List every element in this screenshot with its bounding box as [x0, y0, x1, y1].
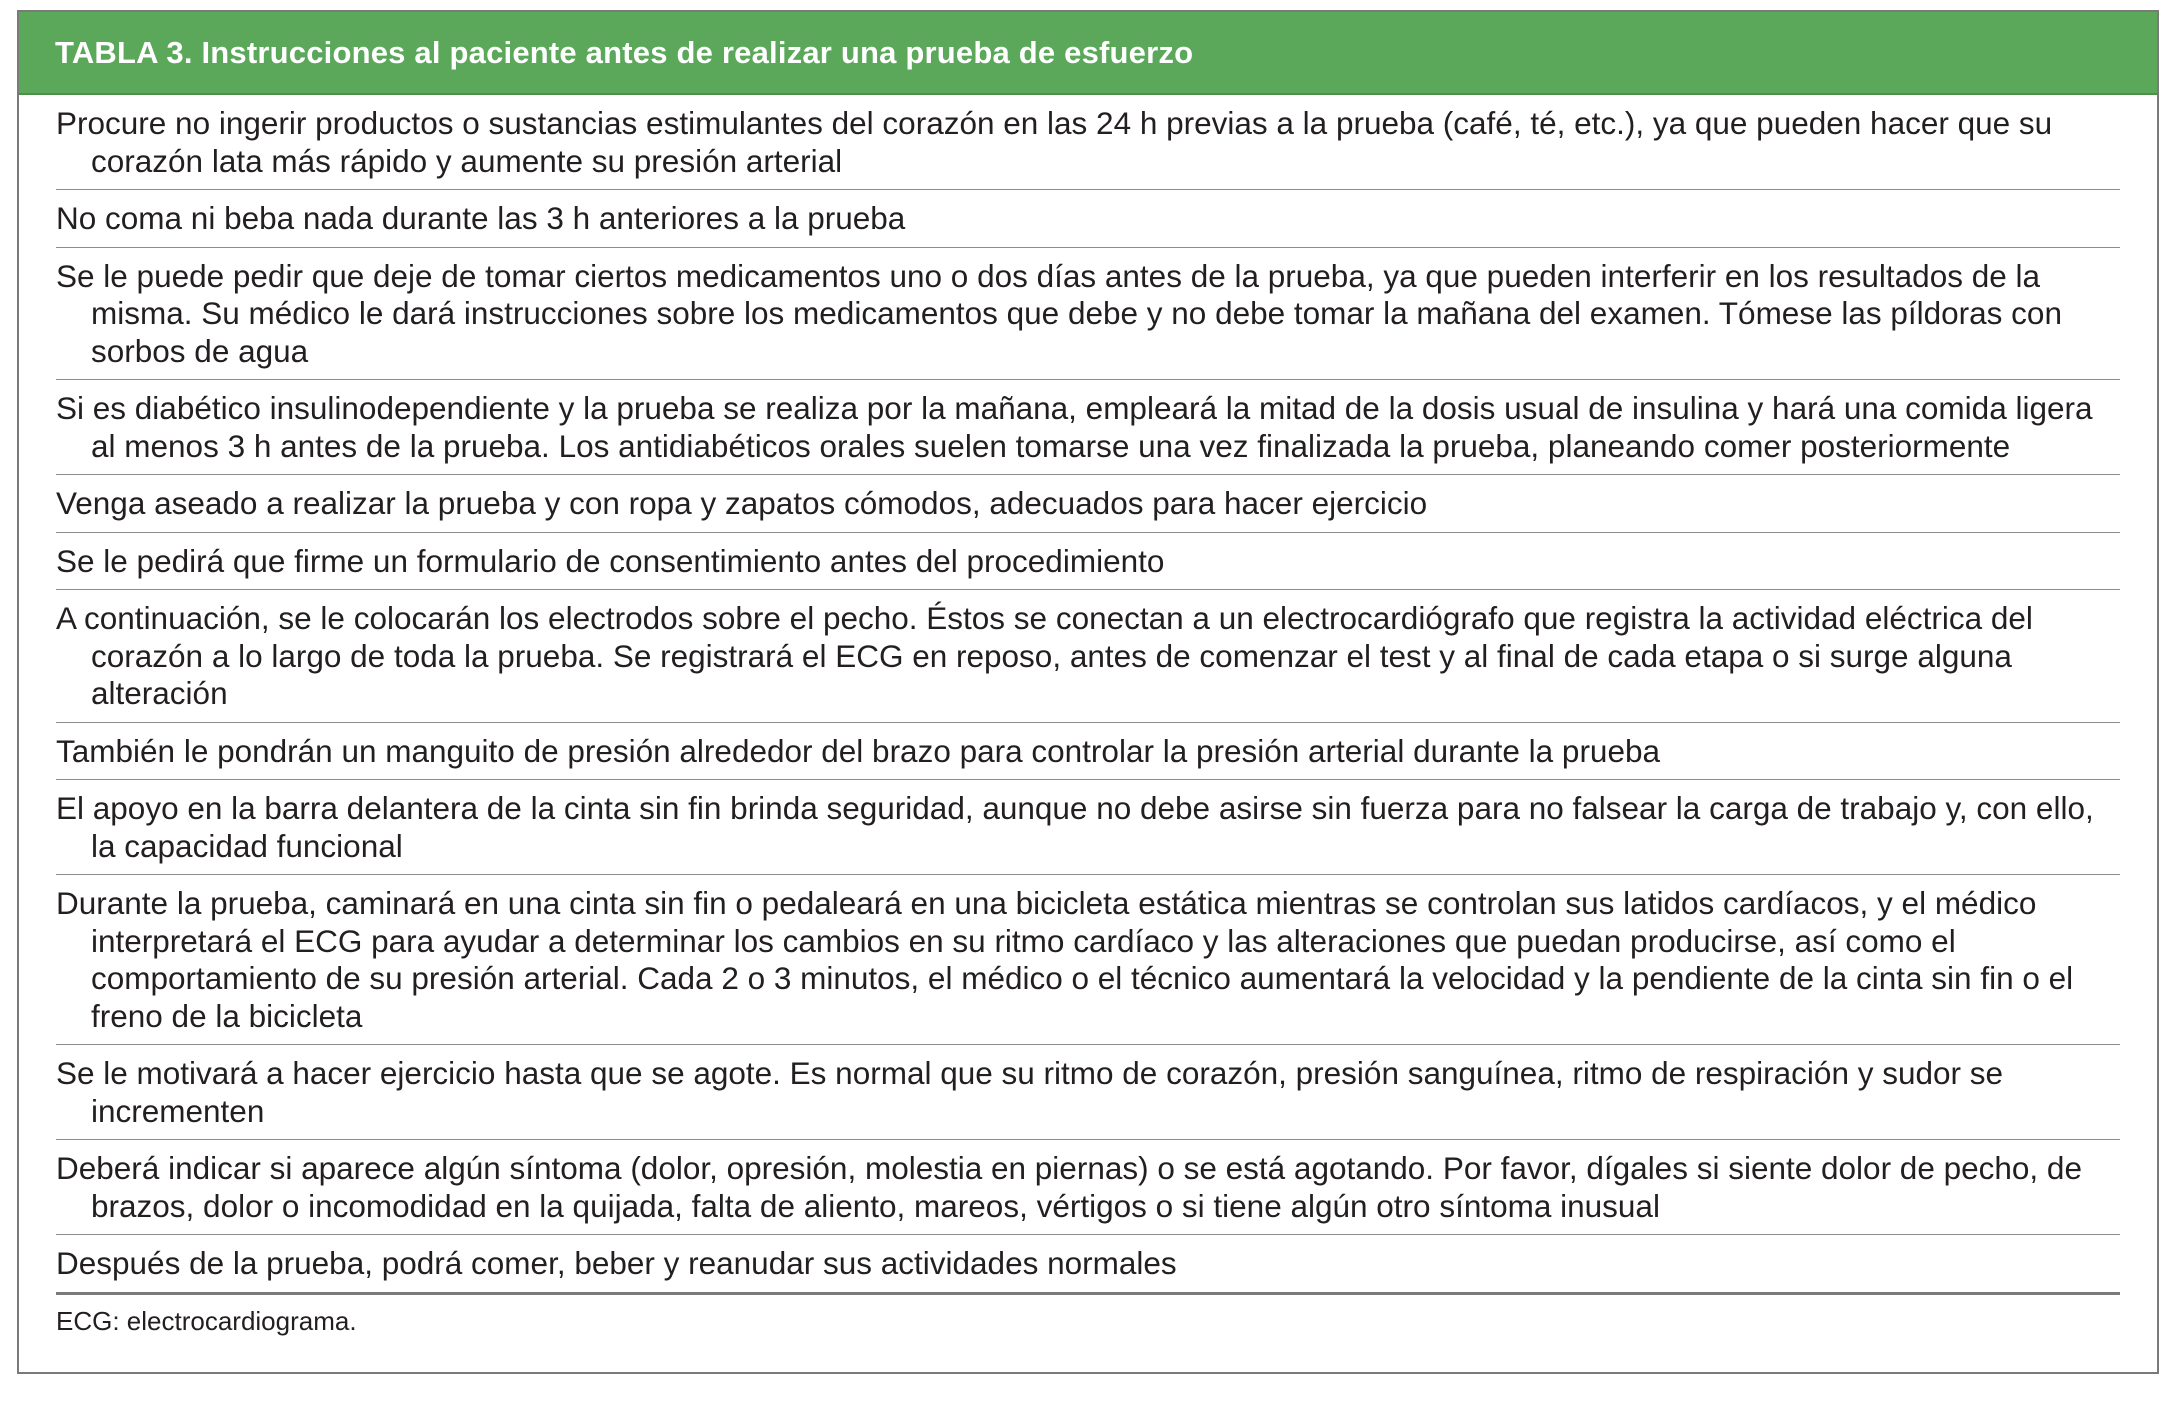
table-row — [56, 95, 2120, 190]
row-text: Se le motivará a hacer ejercicio hasta que se agote. Es normal que su ritmo de corazón, presión sanguínea, ritmo de respiración y sudor se incrementen — [56, 1055, 2004, 1129]
table-row — [56, 380, 2120, 475]
row-text: Si es diabético insulinodependiente y la prueba se realiza por la mañana, empleará la mitad de la dosis usual de insulina y hará una comida ligera al menos 3 h antes de la prueba. Los antidiabéticos orales suelen tomarse una vez finalizada la prueba, planeando comer posteriormente — [56, 390, 2093, 464]
table-row — [56, 875, 2120, 1045]
row-text: Durante la prueba, caminará en una cinta sin fin o pedaleará en una bicicleta estática mientras se controlan sus latidos cardíacos, y el médico interpretará el ECG para ayudar a determinar los cambios en su ritmo cardíaco y las alteraciones que puedan producirse, así como el comportamiento de su presión arterial. Cada 2 o 3 minutos, el médico o el técnico aumentará la velocidad y la pendiente de la cinta sin fin o el freno de la bicicleta — [56, 885, 2074, 1034]
table-row — [56, 475, 2120, 533]
table-row — [56, 723, 2120, 781]
table-row — [56, 780, 2120, 875]
row-text: Venga aseado a realizar la prueba y con ropa y zapatos cómodos, adecuados para hacer ejercicio — [56, 485, 1428, 521]
table-body — [19, 95, 2157, 1295]
table-row — [56, 1235, 2120, 1295]
table-row — [56, 590, 2120, 723]
table-header — [19, 12, 2157, 95]
row-text: A continuación, se le colocarán los electrodos sobre el pecho. Éstos se conectan a un electrocardiógrafo que registra la actividad eléctrica del corazón a lo largo de toda la prueba. Se registrará el ECG en reposo, antes de comenzar el test y al final de cada etapa o si surge alguna alteración — [56, 600, 2033, 711]
table-row — [56, 190, 2120, 248]
row-text: Procure no ingerir productos o sustancias estimulantes del corazón en las 24 h previas a la prueba (café, té, etc.), ya que pueden hacer que su corazón lata más rápido y aumente su presión arterial — [56, 105, 2053, 179]
table-row — [56, 533, 2120, 591]
instructions-table — [17, 10, 2159, 1374]
table-row — [56, 248, 2120, 381]
table-title: TABLA 3. Instrucciones al paciente antes de realizar una prueba de esfuerzo — [55, 34, 1194, 70]
table-row — [56, 1140, 2120, 1235]
row-text: Se le puede pedir que deje de tomar ciertos medicamentos uno o dos días antes de la prueba, ya que pueden interferir en los resultados de la misma. Su médico le dará instrucciones sobre los medicamentos que debe y no debe tomar la mañana del examen. Tómese las píldoras con sorbos de agua — [56, 257, 2062, 369]
row-text: El apoyo en la barra delantera de la cinta sin fin brinda seguridad, aunque no debe asirse sin fuerza para no falsear la carga de trabajo y, con ello, la capacidad funcional — [56, 790, 2094, 864]
table-row — [56, 1045, 2120, 1140]
row-text: Después de la prueba, podrá comer, beber y reanudar sus actividades normales — [56, 1245, 1177, 1281]
row-text: Se le pedirá que firme un formulario de consentimiento antes del procedimiento — [56, 542, 1165, 579]
row-text: Deberá indicar si aparece algún síntoma (dolor, opresión, molestia en piernas) o se está agotando. Por favor, dígales si siente dolor de pecho, de brazos, dolor o incomodidad en la quijada, falta de aliento, mareos, vértigos o si tiene algún otro síntoma inusual — [56, 1150, 2082, 1224]
row-text: No coma ni beba nada durante las 3 h anteriores a la prueba — [56, 200, 906, 236]
table-footnote: ECG: electrocardiograma. — [56, 1305, 357, 1336]
row-text: También le pondrán un manguito de presión alrededor del brazo para controlar la presión arterial durante la prueba — [56, 732, 1661, 769]
